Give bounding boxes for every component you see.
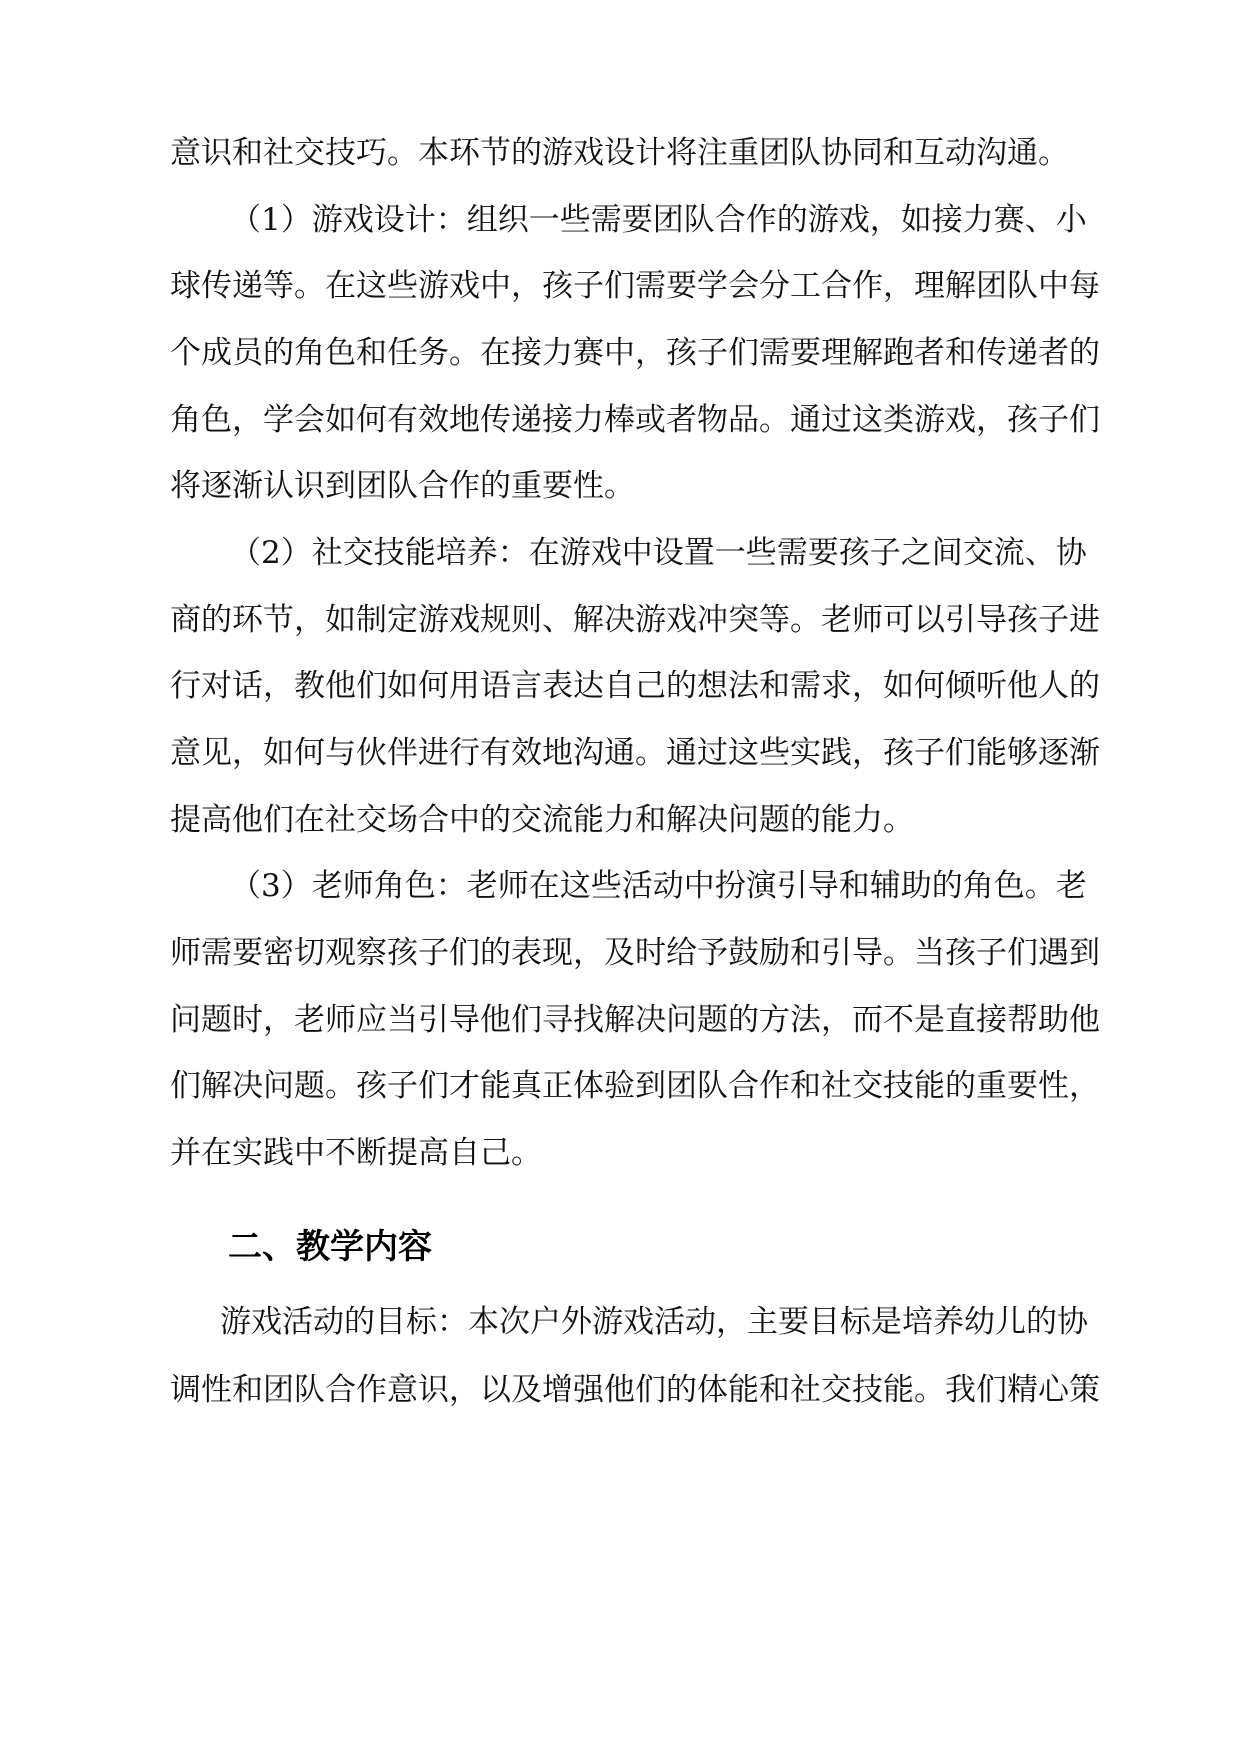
paragraph-2-line-1: （2）社交技能培养：在游戏中设置一些需要孩子之间交流、协 (230, 535, 1087, 571)
paragraph-1-line-1: （1）游戏设计：组织一些需要团队合作的游戏，如接力赛、小 (230, 202, 1087, 238)
section-heading: 二、教学内容 (228, 1227, 432, 1267)
paragraph-2-line-4: 意见，如何与伙伴进行有效地沟通。通过这些实践，孩子们能够逐渐 (170, 735, 1100, 771)
paragraph-1-line-5: 将逐渐认识到团队合作的重要性。 (170, 468, 635, 504)
paragraph-1-line-2: 球传递等。在这些游戏中，孩子们需要学会分工合作，理解团队中每 (170, 268, 1100, 304)
paragraph-3-line-2: 师需要密切观察孩子们的表现，及时给予鼓励和引导。当孩子们遇到 (170, 935, 1100, 971)
paragraph-1-line-3: 个成员的角色和任务。在接力赛中，孩子们需要理解跑者和传递者的 (170, 335, 1100, 371)
paragraph-4-line-2: 调性和团队合作意识，以及增强他们的体能和社交技能。我们精心策 (170, 1372, 1100, 1408)
paragraph-3-line-3: 问题时，老师应当引导他们寻找解决问题的方法，而不是直接帮助他 (170, 1002, 1100, 1038)
paragraph-3-line-1: （3）老师角色：老师在这些活动中扮演引导和辅助的角色。老 (230, 868, 1087, 904)
paragraph-3-line-5: 并在实践中不断提高自己。 (170, 1135, 542, 1171)
paragraph-1-line-4: 角色，学会如何有效地传递接力棒或者物品。通过这类游戏，孩子们 (170, 402, 1100, 438)
paragraph-2-line-2: 商的环节，如制定游戏规则、解决游戏冲突等。老师可以引导孩子进 (170, 602, 1100, 638)
paragraph-3-line-4: 们解决问题。孩子们才能真正体验到团队合作和社交技能的重要性， (170, 1068, 1100, 1104)
paragraph-4-line-1: 游戏活动的目标：本次户外游戏活动，主要目标是培养幼儿的协 (220, 1304, 1088, 1340)
paragraph-2-line-3: 行对话，教他们如何用语言表达自己的想法和需求，如何倾听他人的 (170, 668, 1100, 704)
paragraph-2-line-5: 提高他们在社交场合中的交流能力和解决问题的能力。 (170, 802, 914, 838)
paragraph-intro-line-1: 意识和社交技巧。本环节的游戏设计将注重团队协同和互动沟通。 (170, 135, 1069, 171)
